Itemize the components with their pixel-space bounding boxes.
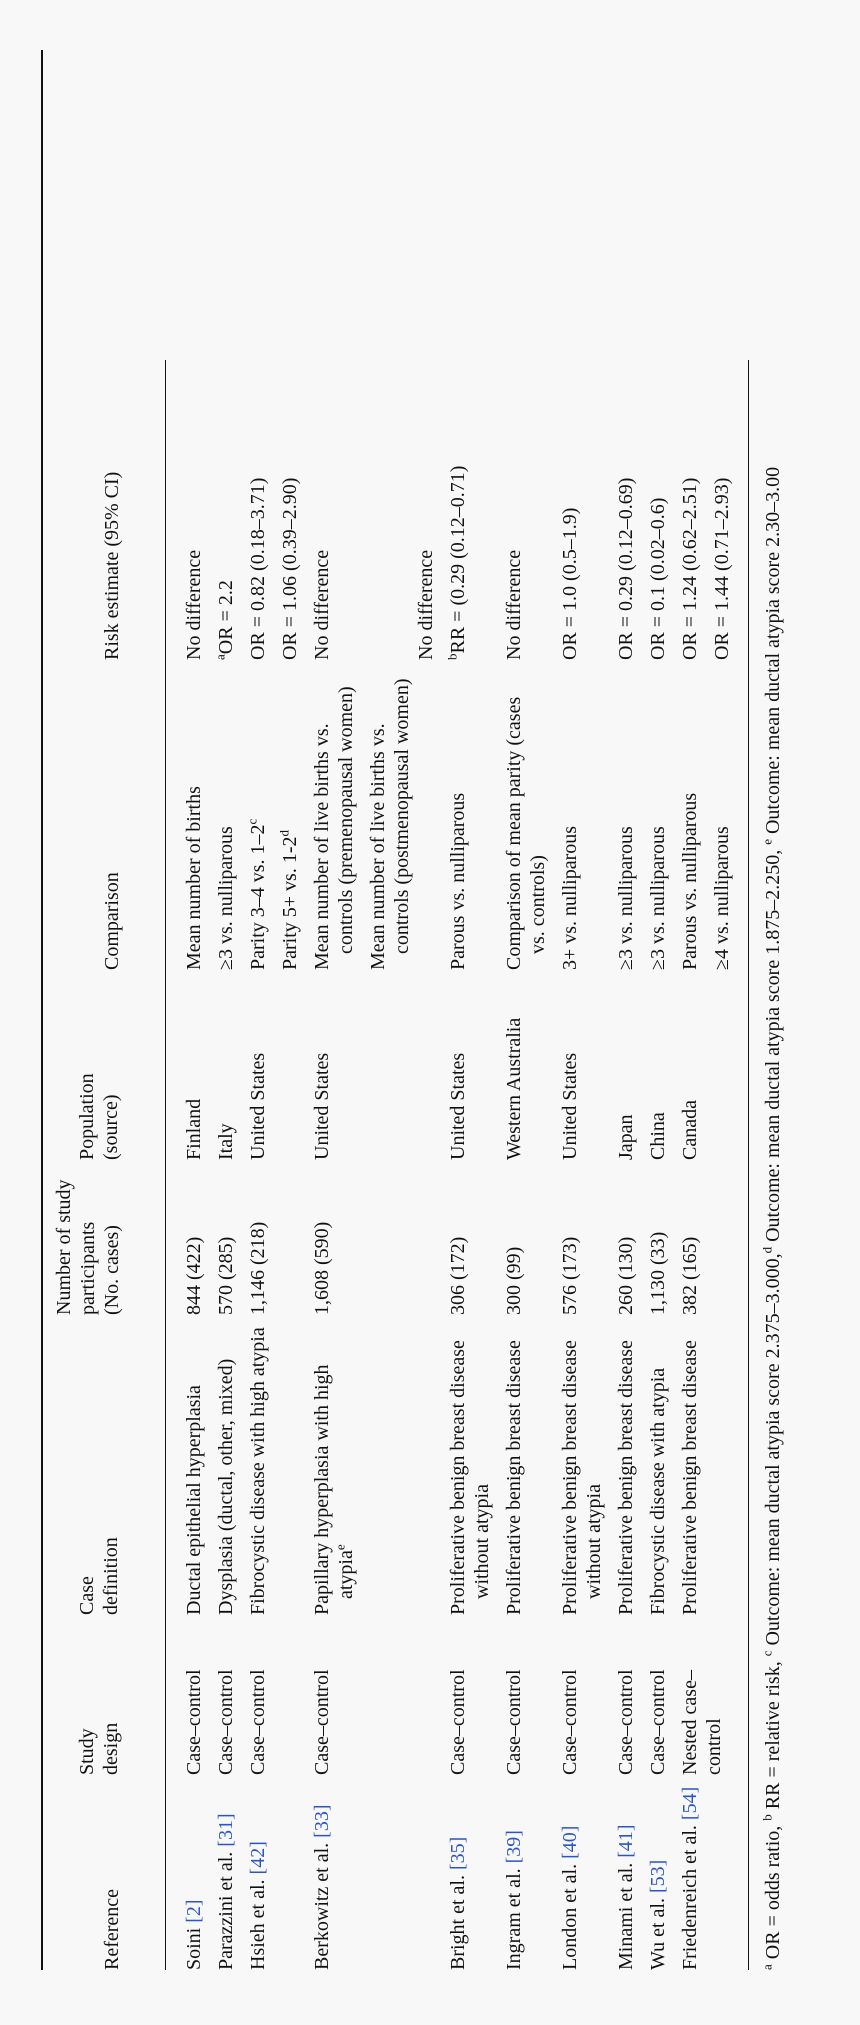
risk-text: No difference bbox=[414, 549, 437, 660]
cell-comparison bbox=[165, 660, 214, 970]
citation-link[interactable]: [54] bbox=[678, 1786, 701, 1821]
citation-link[interactable]: [42] bbox=[246, 1841, 269, 1875]
table-row bbox=[646, 360, 678, 1970]
cell-risk bbox=[165, 360, 214, 660]
comparison-item bbox=[182, 670, 206, 970]
case-definition-text bbox=[646, 1325, 670, 1615]
risk-text: No difference bbox=[502, 549, 525, 660]
comparison-text: Parity 5+ vs. 1-2 bbox=[278, 836, 301, 970]
comparison-item bbox=[275, 670, 302, 970]
cell-reference bbox=[446, 1775, 502, 1970]
comparison-item bbox=[310, 670, 358, 970]
reference-text: London et al. bbox=[558, 1858, 581, 1970]
table-row bbox=[558, 360, 614, 1970]
comparison-item bbox=[366, 670, 414, 970]
comparison-text: ≥3 vs. nulliparous bbox=[214, 826, 237, 970]
cell-participants: 382 (165) bbox=[678, 1236, 701, 1315]
table-top-rule bbox=[41, 50, 43, 1970]
cell-risk bbox=[558, 360, 614, 660]
case-definition-label: Ductal epithelial hyperplasia bbox=[182, 1385, 205, 1615]
cell-comparison bbox=[614, 660, 646, 970]
risk-text: No difference bbox=[310, 549, 333, 660]
cell-reference bbox=[246, 1775, 310, 1970]
cell-reference bbox=[310, 1775, 446, 1970]
case-definition-label: Fibrocystic disease with high atypia bbox=[246, 1327, 269, 1615]
cell-design: Case–control bbox=[646, 1669, 669, 1775]
comparison-item bbox=[502, 670, 550, 970]
case-definition-text bbox=[678, 1325, 702, 1615]
citation-link[interactable]: [33] bbox=[310, 1804, 333, 1838]
cell-comparison bbox=[558, 660, 614, 970]
case-definition-label: Proliferative benign breast disease without atypia bbox=[558, 1340, 605, 1615]
comparison-text: Parous vs. nulliparous bbox=[446, 792, 469, 970]
cell-participants: 300 (99) bbox=[502, 1246, 525, 1315]
cell-case-definition bbox=[646, 1315, 678, 1615]
cell-case-definition bbox=[246, 1315, 310, 1615]
reference-text: Friedenreich et al. bbox=[678, 1820, 701, 1970]
header-case-definition: Case definition bbox=[76, 1537, 122, 1615]
risk-item bbox=[211, 370, 238, 660]
cell-comparison bbox=[446, 660, 502, 970]
cell-design: Case–control bbox=[310, 1669, 333, 1775]
table-row bbox=[678, 360, 749, 1970]
case-definition-text bbox=[614, 1325, 638, 1615]
comparison-item bbox=[214, 670, 238, 970]
header-row bbox=[30, 360, 165, 1970]
cell-reference bbox=[502, 1775, 558, 1970]
header-design: Study design bbox=[76, 1722, 122, 1775]
footnote-mark: e bbox=[331, 1544, 347, 1551]
reference-text: Berkowitz et al. bbox=[310, 1837, 333, 1970]
header-comparison: Comparison bbox=[101, 872, 123, 970]
risk-text: OR = 0.29 (0.12–0.69) bbox=[614, 477, 637, 660]
risk-item bbox=[502, 370, 526, 660]
header-population: Population (source) bbox=[76, 1073, 122, 1160]
risk-item bbox=[310, 370, 334, 660]
risk-item bbox=[182, 370, 206, 660]
risk-text: OR = 1.0 (0.5–1.9) bbox=[558, 507, 581, 660]
case-definition-label: Proliferative benign breast disease without atypia bbox=[446, 1340, 493, 1615]
cell-risk bbox=[310, 360, 446, 660]
header-reference: Reference bbox=[101, 1888, 123, 1970]
header-participants: Number of study participants (No. cases) bbox=[53, 1179, 123, 1315]
cell-population: United States bbox=[310, 1052, 333, 1160]
case-definition-label: Fibrocystic disease with atypia bbox=[646, 1367, 669, 1615]
case-definition-text bbox=[310, 1325, 358, 1615]
case-definition-label: Proliferative benign breast disease bbox=[678, 1340, 701, 1615]
citation-link[interactable]: [53] bbox=[646, 1859, 669, 1894]
footnote-mark: d bbox=[275, 830, 291, 837]
table-row bbox=[310, 360, 446, 1970]
case-definition-label: Proliferative benign breast disease bbox=[614, 1340, 637, 1615]
comparison-text: Mean number of births bbox=[182, 786, 205, 970]
case-definition-text bbox=[502, 1325, 526, 1615]
risk-text: OR = 2.2 bbox=[214, 580, 237, 655]
risk-item bbox=[278, 370, 302, 660]
cell-case-definition bbox=[558, 1315, 614, 1615]
comparison-text: 3+ vs. nulliparous bbox=[558, 825, 581, 970]
cell-risk bbox=[246, 360, 310, 660]
case-definition-text bbox=[182, 1325, 206, 1615]
table-row bbox=[165, 360, 214, 1970]
cell-case-definition bbox=[502, 1315, 558, 1615]
reference-text: Soini bbox=[182, 1922, 205, 1970]
header-risk: Risk estimate (95% CI) bbox=[101, 471, 123, 660]
citation-link[interactable]: [41] bbox=[614, 1824, 637, 1858]
risk-item bbox=[246, 370, 270, 660]
comparison-text: ≥3 vs. nulliparous bbox=[646, 826, 669, 970]
case-definition-label: Proliferative benign breast disease bbox=[502, 1340, 525, 1615]
cell-participants: 1,130 (33) bbox=[646, 1231, 669, 1315]
table-row bbox=[502, 360, 558, 1970]
risk-text: OR = 0.1 (0.02–0.6) bbox=[646, 497, 669, 660]
comparison-text: Parous vs. nulliparous bbox=[678, 792, 701, 970]
comparison-item bbox=[243, 670, 270, 970]
cell-case-definition bbox=[165, 1315, 214, 1615]
cell-case-definition bbox=[446, 1315, 502, 1615]
risk-item bbox=[443, 370, 470, 660]
citation-link[interactable]: [2] bbox=[182, 1899, 205, 1923]
cell-comparison bbox=[646, 660, 678, 970]
cell-comparison bbox=[678, 660, 749, 970]
comparison-item bbox=[558, 670, 582, 970]
cell-comparison bbox=[310, 660, 446, 970]
reference-text: Parazzini et al. bbox=[214, 1846, 237, 1970]
reference-text: Bright et al. bbox=[446, 1870, 469, 1970]
citation-link[interactable]: [35] bbox=[446, 1836, 469, 1871]
table-row bbox=[614, 360, 646, 1970]
citation-link[interactable]: [31] bbox=[214, 1813, 237, 1847]
comparison-item bbox=[614, 670, 638, 970]
cell-participants: 260 (130) bbox=[614, 1236, 637, 1315]
cell-participants: 844 (422) bbox=[182, 1236, 205, 1315]
comparison-text: Comparison of mean parity (cases vs. controls) bbox=[502, 696, 549, 970]
citation-link[interactable]: [40] bbox=[558, 1825, 581, 1859]
comparison-text: ≥4 vs. nulliparous bbox=[710, 826, 733, 970]
table-container bbox=[30, 10, 785, 1970]
case-definition-text bbox=[214, 1325, 238, 1615]
table-row bbox=[446, 360, 502, 1970]
case-definition-label: Dysplasia (ductal, other, mixed) bbox=[214, 1358, 237, 1615]
cell-risk bbox=[443, 360, 502, 660]
citation-link[interactable]: [39] bbox=[502, 1830, 525, 1864]
cell-comparison bbox=[214, 660, 246, 970]
cell-participants: 306 (172) bbox=[446, 1236, 469, 1315]
cell-population: Canada bbox=[678, 1100, 701, 1160]
risk-text: RR = (0.29 (0.12–0.71) bbox=[446, 465, 469, 654]
cell-reference bbox=[646, 1775, 678, 1970]
cell-case-definition bbox=[614, 1315, 646, 1615]
footnote-mark: b bbox=[443, 653, 459, 660]
reference-text: Minami et al. bbox=[614, 1857, 637, 1970]
cell-design: Case–control bbox=[614, 1669, 637, 1775]
table-footnote: $^a$ OR = odds ratio, $^b$ RR = relative risk, $^c$ Outcome: mean ductal atypia score 2.375–3.000,$^d$ Outcome: mean ductal atypia score 1.875–2.250, $^e$ Outcome: mean ductal atypia score 2.30–3.00 bbox=[758, 466, 784, 1970]
cell-risk bbox=[646, 360, 678, 660]
cell-risk bbox=[678, 360, 749, 660]
reference-text: Ingram et al. bbox=[502, 1863, 525, 1970]
footnote-mark: a bbox=[211, 654, 227, 660]
cell-population: Western Australia bbox=[502, 1017, 525, 1160]
reference-text: Hsieh et al. bbox=[246, 1874, 269, 1970]
footnote-mark: c bbox=[243, 818, 259, 825]
parity-risk-table bbox=[30, 360, 749, 1970]
risk-item bbox=[710, 370, 734, 660]
comparison-text: ≥3 vs. nulliparous bbox=[614, 826, 637, 970]
cell-reference bbox=[214, 1775, 246, 1970]
comparison-item bbox=[710, 670, 734, 970]
risk-item bbox=[646, 370, 670, 660]
risk-text: OR = 1.44 (0.71–2.93) bbox=[710, 477, 733, 660]
cell-population: Finland bbox=[182, 1098, 205, 1160]
cell-reference bbox=[165, 1775, 214, 1970]
risk-item bbox=[414, 370, 438, 660]
cell-participants: 1,608 (590) bbox=[310, 1221, 333, 1315]
comparison-item bbox=[678, 670, 702, 970]
cell-population: Japan bbox=[614, 1114, 637, 1160]
cell-participants: 1,146 (218) bbox=[246, 1221, 269, 1315]
cell-population: Italy bbox=[214, 1123, 237, 1160]
table-row bbox=[214, 360, 246, 1970]
risk-item bbox=[678, 370, 702, 660]
cell-design: Nested case–control bbox=[678, 1670, 725, 1775]
case-definition-text bbox=[446, 1325, 494, 1615]
risk-text: OR = 0.82 (0.18–3.71) bbox=[246, 477, 269, 660]
cell-design: Case–control bbox=[446, 1669, 469, 1775]
cell-risk bbox=[211, 360, 246, 660]
cell-participants: 570 (285) bbox=[214, 1236, 237, 1315]
cell-design: Case–control bbox=[214, 1669, 237, 1775]
cell-case-definition bbox=[678, 1315, 749, 1615]
cell-design: Case–control bbox=[182, 1669, 205, 1775]
comparison-text: Parity 3–4 vs. 1–2 bbox=[246, 824, 269, 970]
cell-population: United States bbox=[558, 1052, 581, 1160]
table-body bbox=[165, 360, 748, 1970]
cell-case-definition bbox=[310, 1315, 446, 1615]
cell-reference bbox=[614, 1775, 646, 1970]
cell-population: United States bbox=[446, 1052, 469, 1160]
reference-text: Wu et al. bbox=[646, 1893, 669, 1970]
cell-population: China bbox=[646, 1112, 669, 1160]
comparison-text: Mean number of live births vs. controls (postmenopausal women) bbox=[366, 678, 413, 970]
table-row bbox=[246, 360, 310, 1970]
risk-text: OR = 1.24 (0.62–2.51) bbox=[678, 477, 701, 660]
cell-case-definition bbox=[214, 1315, 246, 1615]
case-definition-text bbox=[246, 1325, 270, 1615]
case-definition-label: Papillary hyperplasia with high atypia bbox=[310, 1364, 357, 1615]
cell-comparison bbox=[243, 660, 310, 970]
risk-text: No difference bbox=[182, 549, 205, 660]
risk-item bbox=[558, 370, 582, 660]
cell-design: Case–control bbox=[502, 1669, 525, 1775]
cell-risk bbox=[502, 360, 558, 660]
risk-item bbox=[614, 370, 638, 660]
comparison-item bbox=[446, 670, 470, 970]
case-definition-text bbox=[558, 1325, 606, 1615]
cell-reference bbox=[558, 1775, 614, 1970]
comparison-text: Mean number of live births vs. controls (premenopausal women) bbox=[310, 686, 357, 970]
risk-text: OR = 1.06 (0.39–2.90) bbox=[278, 477, 301, 660]
comparison-item bbox=[646, 670, 670, 970]
cell-population: United States bbox=[246, 1052, 269, 1160]
cell-design: Case–control bbox=[246, 1669, 269, 1775]
cell-design: Case–control bbox=[558, 1669, 581, 1775]
cell-participants: 576 (173) bbox=[558, 1236, 581, 1315]
cell-risk bbox=[614, 360, 646, 660]
cell-reference bbox=[678, 1775, 749, 1970]
cell-comparison bbox=[502, 660, 558, 970]
